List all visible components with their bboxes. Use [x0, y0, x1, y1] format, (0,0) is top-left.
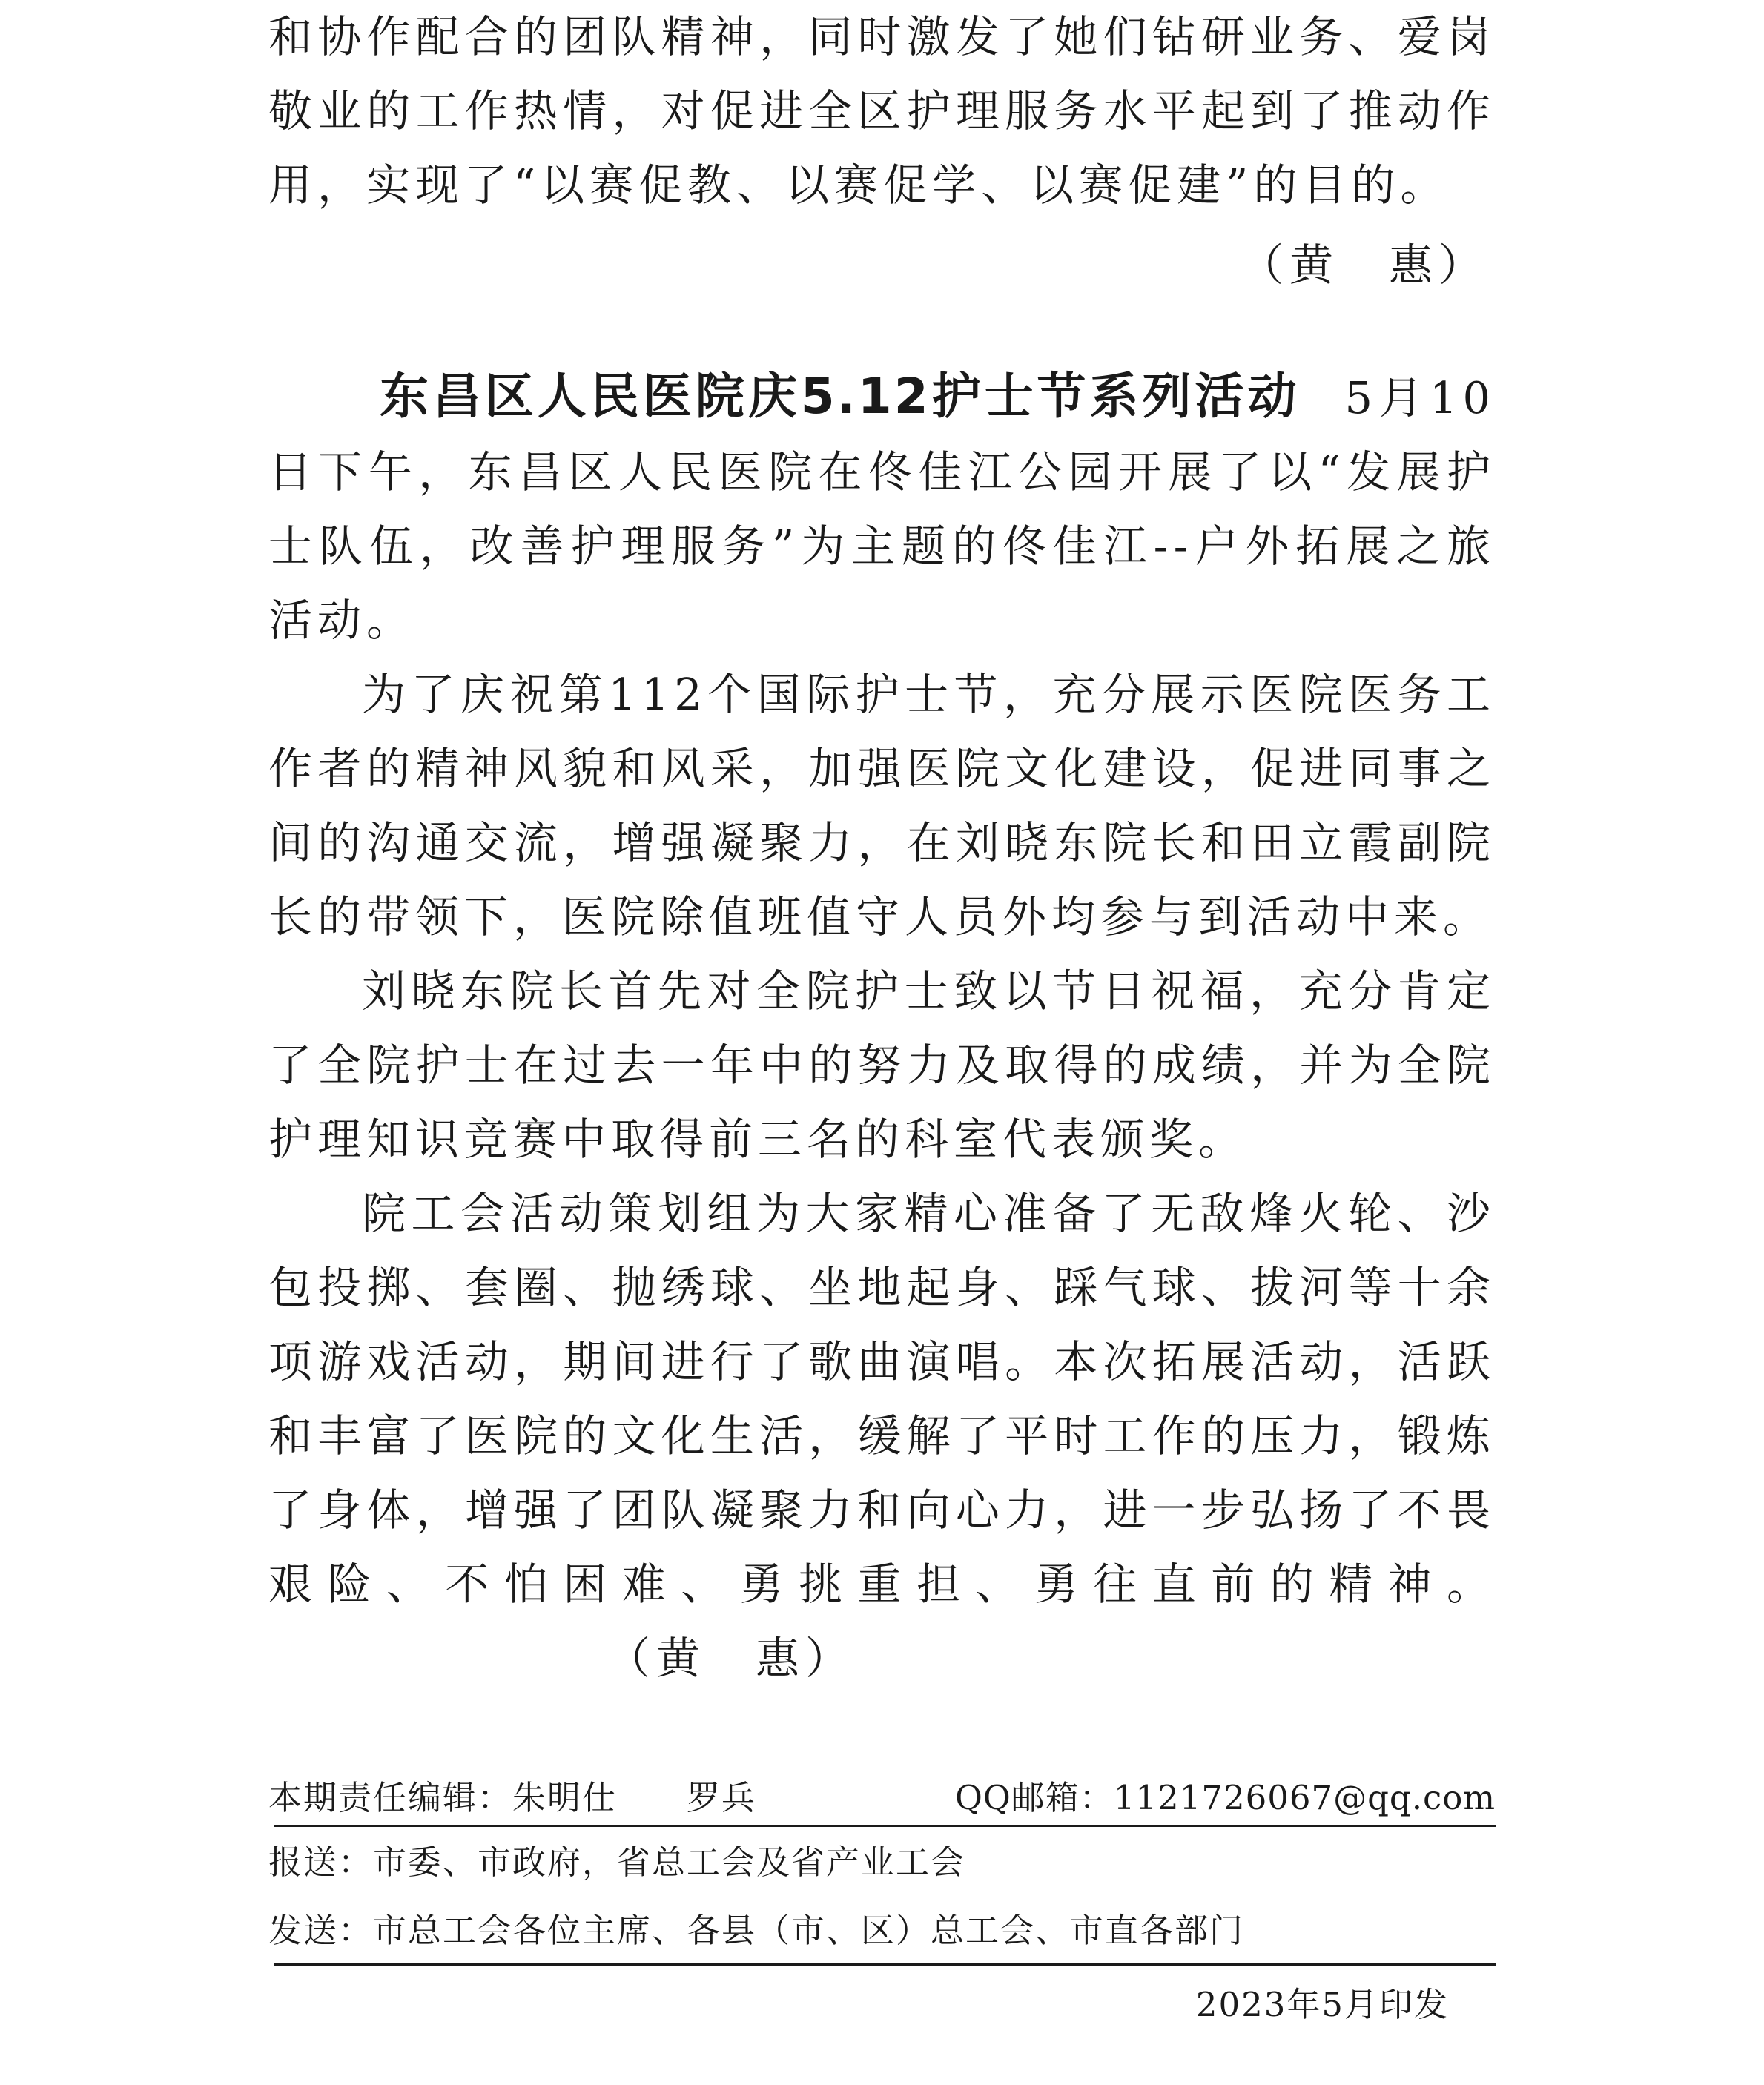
article-lead-paragraph [268, 360, 1496, 658]
footer-send-to: 发送：市总工会各位主席、各县（市、区）总工会、市直各部门 [268, 1911, 1245, 1950]
article-paragraph-2: 刘晓东院长首先对全院护士致以节日祝福，充分肯定了全院护士在过去一年中的努力及取得的成绩，并为全院护理知识竞赛中取得前三名的科室代表颁奖。 [268, 965, 1496, 1165]
footer-divider-bottom [274, 1963, 1496, 1966]
article [268, 360, 1496, 1696]
article-headline: 东昌区人民医院庆5.12护士节系列活动 [380, 368, 1301, 425]
intro-text: 和协作配合的团队精神，同时激发了她们钻研业务、爱岗敬业的工作热情，对促进全区护理服务水平起到了推动作用，实现了“以赛促教、以赛促学、以赛促建”的目的。 [268, 11, 1496, 211]
intro-paragraph [268, 0, 1496, 222]
article-lead: 5月10日下午，东昌区人民医院在佟佳江公园开展了以“发展护士队伍，改善护理服务”为主题的佟佳江--户外拓展之旅活动。 [268, 372, 1496, 646]
article-paragraph-1: 为了庆祝第112个国际护士节，充分展示医院医务工作者的精神风貌和风采，加强医院文化建设，促进同事之间的沟通交流，增强凝聚力，在刘晓东院长和田立霞副院长的带领下，医院除值班值守人员外均参与到活动中来。 [268, 669, 1496, 942]
footer-email: QQ邮箱：1121726067@qq.com [955, 1778, 1496, 1817]
article-signature: （黄 惠） [607, 1633, 856, 1684]
print-date: 2023年5月印发 [1195, 1985, 1449, 2024]
footer-divider-top [274, 1825, 1496, 1827]
intro-signature: （黄 惠） [1239, 239, 1488, 291]
footer-report-to: 报送：市委、市政府，省总工会及省产业工会 [268, 1843, 966, 1882]
article-paragraph-3-text: 院工会活动策划组为大家精心准备了无敌烽火轮、沙包投掷、套圈、抛绣球、坐地起身、踩气球、拔河等十余项游戏活动，期间进行了歌曲演唱。本次拓展活动，活跃和丰富了医院的文化生活，缓解了平时工作的压力，锻炼了身体，增强了团队凝聚力和向心力，进一步弘扬了不畏艰险、不怕困难、勇挑重担、勇往直前的精神。 [268, 1188, 1496, 1610]
article-paragraph-3 [268, 1177, 1496, 1696]
footer-editor: 本期责任编辑：朱明仕 罗兵 [268, 1778, 757, 1817]
